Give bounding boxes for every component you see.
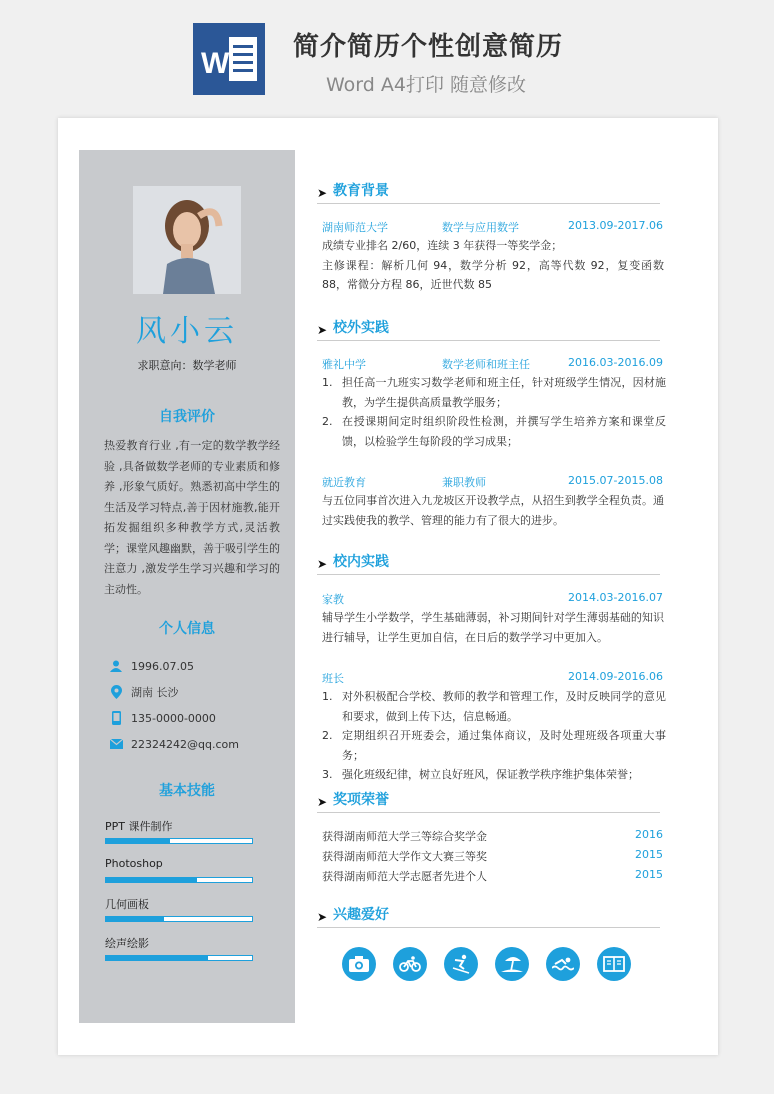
person-name: 风小云 [136, 314, 238, 349]
internal-job-detail: 辅导学生小学数学，学生基础薄弱，补习期间针对学生薄弱基础的知识进行辅导，让学生更加自信，在日后的数学学习中更加入。 [322, 611, 664, 644]
birthday-row [109, 657, 194, 675]
hobby-icons [342, 947, 648, 981]
birthday-value: 1996.07.05 [131, 659, 194, 673]
hobbies-heading: 兴趣爱好 [333, 907, 389, 923]
list-item: 1. 对外积极配合学校、教师的教学和管理工作，及时反映同学的意见和要求，做到上传下达，信息畅通。 [322, 690, 666, 723]
list-item: 2. 在授课期间定时组织阶段性检测，并撰写学生培养方案和课堂反馈，以检验学生每阶段的学习成果； [322, 415, 666, 448]
list-item: 1. 担任高一九班实习数学老师和班主任，针对班级学生情况，因材施教，为学生提供高质量教学服务； [322, 376, 666, 409]
chevron-right-icon: ➤ [317, 795, 328, 809]
awards-heading: 奖项荣誉 [333, 792, 389, 808]
job-role: 数学老师和班主任 [442, 358, 530, 371]
internal-job-row [322, 670, 663, 686]
external-job-detail: 与五位同事首次进入九龙坡区开设教学点，从招生到教学全程负责。通过实践使我的教学、管理的能力有了很大的进步。 [322, 494, 664, 527]
beach-icon [495, 947, 529, 981]
hobbies-section-header [317, 904, 660, 928]
skill-bar [105, 838, 253, 844]
chevron-right-icon: ➤ [317, 910, 328, 924]
awards-section-header [317, 789, 660, 813]
job-period: 2016.03-2016.09 [568, 356, 663, 369]
phone-icon [109, 711, 123, 725]
skill-bar [105, 877, 253, 883]
award-row [322, 868, 663, 886]
award-year: 2016 [635, 828, 663, 841]
internal-job-row [322, 591, 663, 607]
skill-bar [105, 916, 253, 922]
external-heading: 校外实践 [333, 320, 389, 336]
skill-bar [105, 955, 253, 961]
job-org: 雅礼中学 [322, 358, 366, 371]
job-intent: 求职意向：数学老师 [137, 359, 237, 372]
mail-icon [109, 737, 123, 751]
education-line: 成绩专业排名 2/60，连续 3 年获得一等奖学金； [322, 239, 563, 252]
job-org: 家教 [322, 593, 344, 606]
award-name: 获得湖南师范大学三等综合奖学金 [322, 830, 487, 843]
skill-label: 绘声绘影 [105, 937, 149, 950]
skill-label: Photoshop [105, 857, 163, 870]
school-name: 湖南师范大学 [322, 221, 388, 234]
cycling-icon [393, 947, 427, 981]
education-period: 2013.09-2017.06 [568, 219, 663, 232]
award-row [322, 828, 663, 846]
book-icon [597, 947, 631, 981]
avatar [133, 186, 241, 294]
chevron-right-icon: ➤ [317, 186, 328, 200]
camera-icon [342, 947, 376, 981]
external-job-row [322, 356, 663, 372]
chevron-right-icon: ➤ [317, 323, 328, 337]
swimming-icon [546, 947, 580, 981]
award-name: 获得湖南师范大学志愿者先进个人 [322, 870, 487, 883]
location-value: 湖南 长沙 [131, 686, 179, 699]
external-job-row [322, 474, 663, 490]
list-item: 2. 定期组织召开班委会，通过集体商议，及时处理班级各项重大事务； [322, 729, 666, 762]
skill-label: 几何画板 [105, 898, 149, 911]
skill-bar-fill [106, 878, 197, 882]
page-subtitle: Word A4打印 随意修改 [326, 74, 527, 96]
skill-bar-fill [106, 917, 164, 921]
self-eval-heading: 自我评价 [159, 409, 215, 425]
education-line: 主修课程：解析几何 94，数学分析 92，高等代数 92，复变函数 88，常微分方程 86，近世代数 85 [322, 258, 664, 291]
job-role: 兼职教师 [442, 476, 486, 489]
self-eval-text: 热爱教育行业 ,有一定的数学教学经验 ,具备做数学老师的专业素质和修养 ,形象气质好。熟悉初高中学生的生活及学习特点,善于因材施教,能开拓发掘组织多种教学方式,灵活教学；课堂风趣幽默，善于吸引学生的注意力 ,激发学生学习兴趣和学习的主动性。 [104, 439, 280, 596]
job-org: 班长 [322, 672, 344, 685]
job-period: 2015.07-2015.08 [568, 474, 663, 487]
internal-heading: 校内实践 [333, 554, 389, 570]
education-section-header [317, 180, 660, 204]
external-section-header [317, 317, 660, 341]
sidebar [79, 150, 295, 1023]
award-name: 获得湖南师范大学作文大赛三等奖 [322, 850, 487, 863]
email-row [109, 735, 239, 753]
external-job-duties [322, 373, 666, 451]
svg-text:W: W [201, 47, 230, 80]
skill-label: PPT 课件制作 [105, 820, 173, 833]
internal-section-header [317, 551, 660, 575]
education-row [322, 219, 663, 235]
award-year: 2015 [635, 848, 663, 861]
phone-value: 135-0000-0000 [131, 711, 216, 725]
job-org: 就近教育 [322, 476, 366, 489]
skiing-icon [444, 947, 478, 981]
page-title: 简介简历个性创意简历 [293, 32, 564, 62]
award-year: 2015 [635, 868, 663, 881]
skills-heading: 基本技能 [159, 783, 215, 799]
list-item: 3. 强化班级纪律，树立良好班风，保证教学秩序维护集体荣誉； [322, 768, 639, 781]
email-value: 22324242@qq.com [131, 737, 239, 751]
award-row [322, 848, 663, 866]
skill-bar-fill [106, 956, 208, 960]
job-period: 2014.09-2016.06 [568, 670, 663, 683]
chevron-right-icon: ➤ [317, 557, 328, 571]
major-name: 数学与应用数学 [442, 221, 519, 234]
education-detail [322, 236, 664, 295]
skill-bar-fill [106, 839, 170, 843]
internal-job-duties [322, 687, 666, 785]
personal-info-heading: 个人信息 [159, 621, 215, 637]
phone-row [109, 709, 216, 727]
job-period: 2014.03-2016.07 [568, 591, 663, 604]
word-app-icon [193, 23, 265, 95]
location-row [109, 683, 179, 701]
location-pin-icon [109, 685, 123, 699]
person-icon [109, 659, 123, 673]
resume-page [58, 118, 718, 1055]
education-heading: 教育背景 [333, 183, 389, 199]
